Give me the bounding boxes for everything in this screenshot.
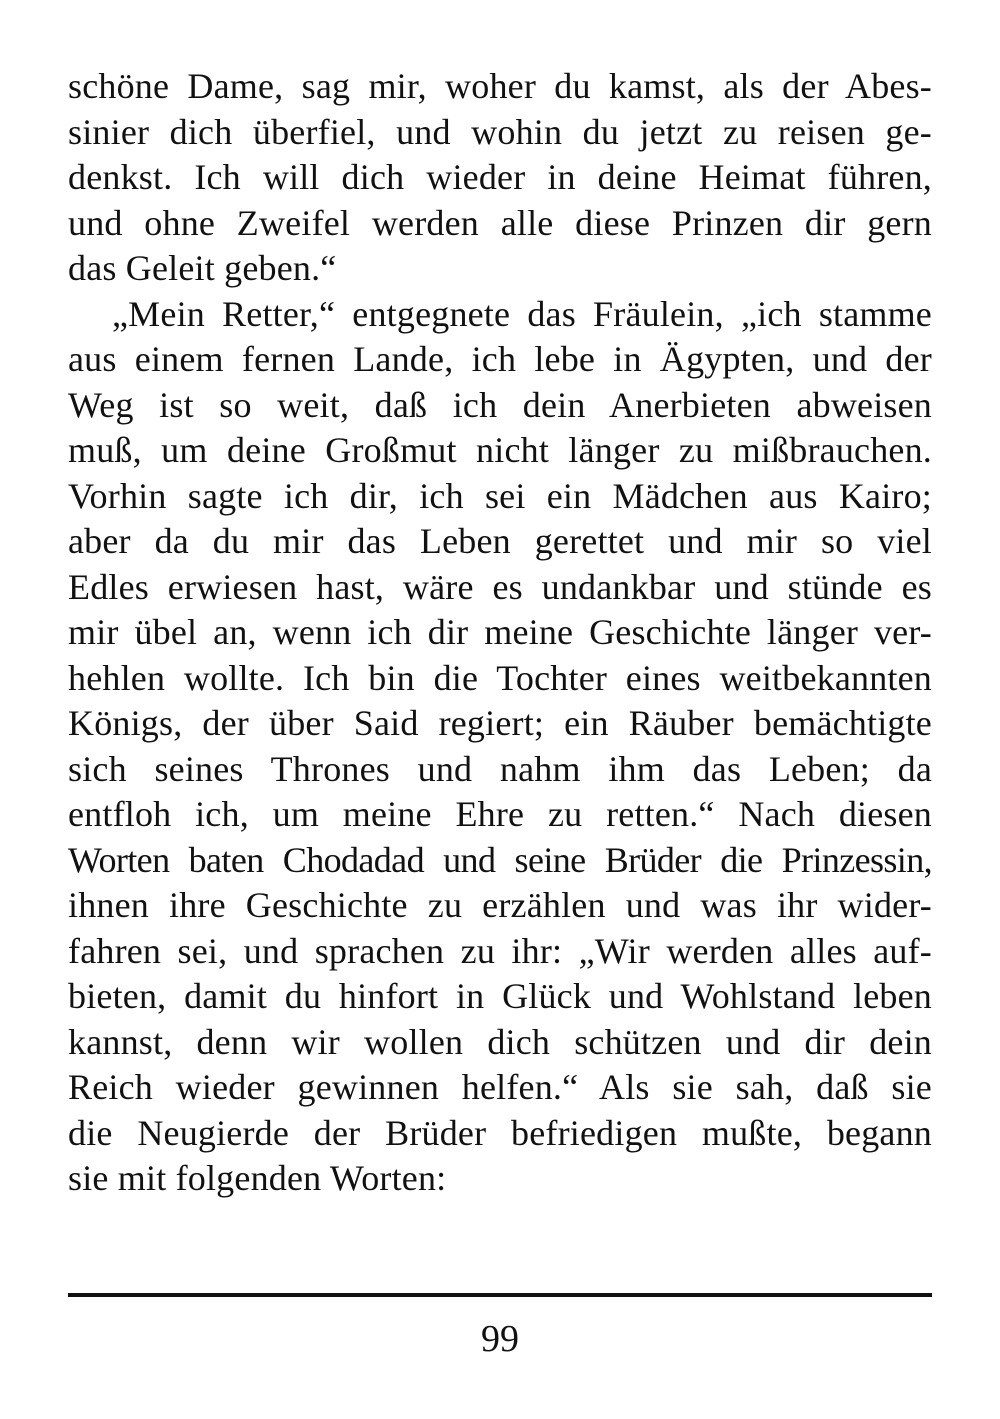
text-line: das Geleit geben.“	[68, 248, 337, 288]
text-line: die Neugierde der Brüder befriedigen mußte, begann	[68, 1112, 932, 1153]
text-line: fahren sei, und sprachen zu ihr: „Wir werden alles auf-	[68, 930, 932, 971]
text-line: sie mit folgenden Worten:	[68, 1158, 447, 1198]
text-line: Worten baten Chodadad und seine Brüder die Prinzessin,	[68, 839, 932, 880]
text-line: muß, um deine Großmut nicht länger zu mißbrauchen.	[68, 430, 932, 470]
text-line: Edles erwiesen hast, wäre es undankbar und stünde es	[68, 566, 932, 607]
footer-rule	[68, 1293, 932, 1297]
text-line: aus einem fernen Lande, ich lebe in Ägypten, und der	[68, 339, 932, 379]
text-line: denkst. Ich will dich wieder in deine Heimat führen,	[68, 157, 932, 197]
text-line: mir übel an, wenn ich dir meine Geschichte länger ver-	[68, 612, 932, 652]
text-line: bieten, damit du hinfort in Glück und Wohlstand leben	[68, 976, 932, 1016]
text-line: Weg ist so weit, daß ich dein Anerbieten abweisen	[68, 384, 932, 425]
text-line: Königs, der über Said regiert; ein Räuber bemächtigte	[68, 703, 932, 743]
text-line: hehlen wollte. Ich bin die Tochter eines weitbekannten	[68, 657, 932, 698]
text-line: aber da du mir das Leben gerettet und mir so viel	[68, 521, 932, 561]
text-line: sich seines Thrones und nahm ihm das Leben; da	[68, 748, 932, 789]
text-line: sinier dich überfiel, und wohin du jetzt zu reisen ge-	[68, 111, 932, 152]
text-line: entfloh ich, um meine Ehre zu retten.“ Nach diesen	[68, 794, 932, 834]
text-line: „Mein Retter,“ entgegnete das Fräulein, „ich stamme	[112, 293, 932, 334]
text-line: Reich wieder gewinnen helfen.“ Als sie sah, daß sie	[68, 1067, 932, 1107]
text-line: und ohne Zweifel werden alle diese Prinzen dir gern	[68, 202, 932, 243]
text-line: kannst, denn wir wollen dich schützen und dir dein	[68, 1021, 932, 1062]
page-number: 99	[481, 1318, 519, 1360]
text-line: schöne Dame, sag mir, woher du kamst, als der Abes-	[68, 66, 932, 106]
text-line: ihnen ihre Geschichte zu erzählen und was ihr wider-	[68, 885, 932, 925]
text-line: Vorhin sagte ich dir, ich sei ein Mädchen aus Kairo;	[68, 475, 932, 516]
body-text	[68, 64, 932, 1202]
